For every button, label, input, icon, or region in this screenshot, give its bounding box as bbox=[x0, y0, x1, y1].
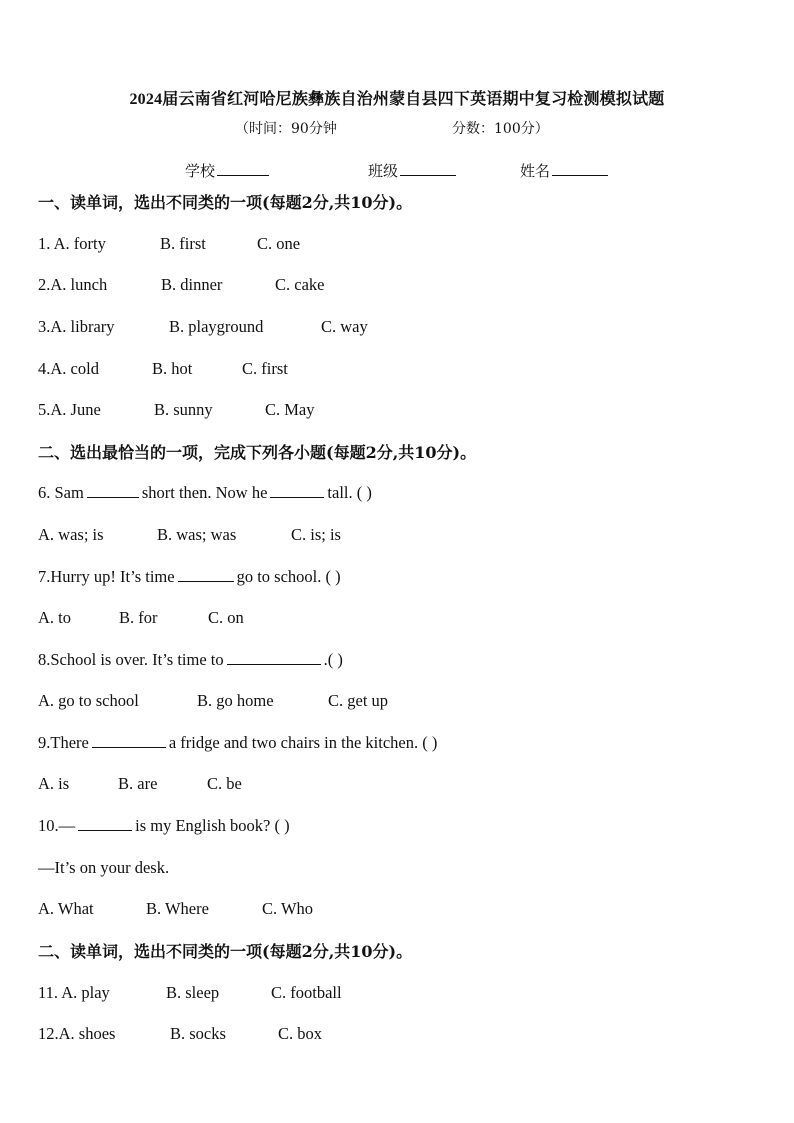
question-11-option-a: 11. A. play bbox=[38, 983, 110, 1002]
question-6-blank-2[interactable] bbox=[270, 483, 324, 498]
question-7-option-a: A. to bbox=[38, 608, 71, 627]
question-6-option-c: C. is; is bbox=[291, 525, 341, 544]
question-7-blank[interactable] bbox=[178, 567, 234, 582]
question-6-stem bbox=[38, 483, 372, 503]
question-10-option-b: B. Where bbox=[146, 899, 209, 918]
question-2-option-c: C. cake bbox=[275, 275, 325, 294]
section-1-heading: 一、读单词，选出不同类的一项(每题2分,共10分)。 bbox=[38, 193, 413, 212]
exam-score: 分数：100分） bbox=[452, 121, 549, 137]
question-8-part-1: 8.School is over. It’s time to bbox=[38, 650, 224, 669]
question-12-option-a: 12.A. shoes bbox=[38, 1024, 116, 1043]
question-7-option-b: B. for bbox=[119, 608, 158, 627]
question-4-option-c: C. first bbox=[242, 359, 288, 378]
question-12-option-b: B. socks bbox=[170, 1024, 226, 1043]
question-11-option-c: C. football bbox=[271, 983, 342, 1002]
question-9-option-c: C. be bbox=[207, 774, 242, 793]
question-4-option-b: B. hot bbox=[152, 359, 193, 378]
question-8-part-2: .( ) bbox=[323, 650, 343, 669]
question-7-part-2: go to school. ( ) bbox=[236, 567, 341, 586]
question-10-blank[interactable] bbox=[78, 816, 132, 831]
question-1-option-a: 1. A. forty bbox=[38, 234, 106, 253]
name-blank[interactable] bbox=[552, 161, 608, 176]
question-3-option-c: C. way bbox=[321, 317, 368, 336]
question-10-part-1: 10.— bbox=[38, 816, 76, 835]
question-1-option-b: B. first bbox=[160, 234, 206, 253]
question-6-part-3: tall. ( ) bbox=[327, 483, 372, 502]
question-8-blank[interactable] bbox=[227, 650, 321, 665]
question-8-option-a: A. go to school bbox=[38, 691, 139, 710]
page-title: 2024届云南省红河哈尼族彝族自治州蒙自县四下英语期中复习检测模拟试题 bbox=[129, 91, 665, 108]
question-6-option-b: B. was; was bbox=[157, 525, 237, 544]
question-9-stem bbox=[38, 733, 437, 753]
question-9-part-2: a fridge and two chairs in the kitchen. ( ) bbox=[168, 733, 438, 752]
name-field bbox=[520, 160, 608, 181]
question-7-stem bbox=[38, 567, 341, 587]
section-2-heading: 二、选出最恰当的一项，完成下列各小题(每题2分,共10分)。 bbox=[38, 443, 477, 462]
question-10-part-2: is my English book? ( ) bbox=[135, 816, 290, 835]
question-6-part-2: short then. Now he bbox=[141, 483, 268, 502]
class-label: 班级 bbox=[368, 162, 399, 180]
question-7-option-c: C. on bbox=[208, 608, 244, 627]
question-6-part-1: 6. Sam bbox=[38, 483, 84, 502]
question-8-option-b: B. go home bbox=[197, 691, 274, 710]
question-3-option-b: B. playground bbox=[169, 317, 264, 336]
question-7-part-1: 7.Hurry up! It’s time bbox=[38, 567, 175, 586]
name-label: 姓名 bbox=[520, 162, 551, 180]
question-9-option-b: B. are bbox=[118, 774, 158, 793]
question-4-option-a: 4.A. cold bbox=[38, 359, 99, 378]
question-8-stem bbox=[38, 650, 343, 670]
question-6-option-a: A. was; is bbox=[38, 525, 104, 544]
class-blank[interactable] bbox=[400, 161, 456, 176]
question-5-option-c: C. May bbox=[265, 400, 315, 419]
question-5-option-b: B. sunny bbox=[154, 400, 213, 419]
question-2-option-b: B. dinner bbox=[161, 275, 223, 294]
question-8-option-c: C. get up bbox=[328, 691, 389, 710]
question-6-blank-1[interactable] bbox=[87, 483, 139, 498]
question-1-option-c: C. one bbox=[257, 234, 301, 253]
question-12-option-c: C. box bbox=[278, 1024, 323, 1043]
school-blank[interactable] bbox=[217, 161, 269, 176]
class-field bbox=[368, 160, 456, 181]
question-10-stem bbox=[38, 816, 290, 836]
question-5-option-a: 5.A. June bbox=[38, 400, 101, 419]
question-10-option-c: C. Who bbox=[262, 899, 314, 918]
exam-time: （时间：90分钟 bbox=[235, 121, 337, 137]
school-label: 学校 bbox=[185, 162, 216, 180]
question-9-blank[interactable] bbox=[92, 733, 166, 748]
question-2-option-a: 2.A. lunch bbox=[38, 275, 108, 294]
question-3-option-a: 3.A. library bbox=[38, 317, 115, 336]
question-9-part-1: 9.There bbox=[38, 733, 89, 752]
question-10-answer: —It’s on your desk. bbox=[38, 858, 170, 877]
question-11-option-b: B. sleep bbox=[166, 983, 220, 1002]
school-field bbox=[185, 160, 269, 181]
section-3-heading: 二、读单词，选出不同类的一项(每题2分,共10分)。 bbox=[38, 942, 413, 961]
question-9-option-a: A. is bbox=[38, 774, 70, 793]
question-10-option-a: A. What bbox=[38, 899, 94, 918]
